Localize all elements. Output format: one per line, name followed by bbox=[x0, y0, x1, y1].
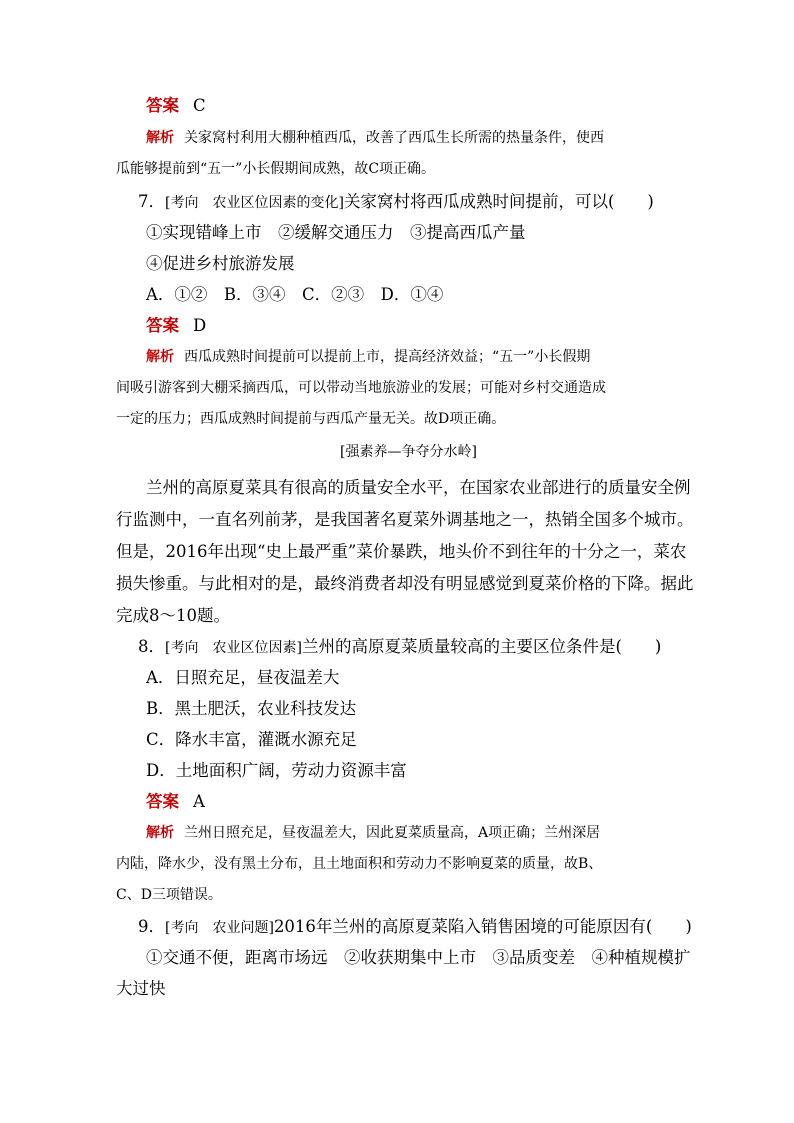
answer-label: 答案 bbox=[146, 96, 179, 115]
question-7-tag: [考向 农业区位因素的变化] bbox=[165, 195, 344, 211]
answer-line-8 bbox=[146, 792, 205, 812]
question-8-option-b: B．黑土肥沃，农业科技发达 bbox=[146, 699, 357, 718]
answer-line-6 bbox=[146, 96, 206, 116]
analysis-line-6-2: 瓜能够提前到“五一”小长假期间成熟，故C项正确。 bbox=[116, 161, 436, 177]
analysis-label: 解析 bbox=[146, 349, 174, 365]
section-title: [强素养—争夺分水岭] bbox=[340, 444, 477, 460]
analysis-line-8-2: 内陆，降水少，没有黑土分布，且土地面积和劳动力不影响夏菜的质量，故B、 bbox=[116, 856, 603, 872]
passage-line-3: 但是，2016年出现“史上最严重”菜价暴跌，地头价不到往年的十分之一，菜农 bbox=[116, 542, 687, 561]
question-7-statements-2: ④促进乡村旅游发展 bbox=[146, 254, 295, 273]
passage-line-5: 完成8～10题。 bbox=[116, 606, 230, 625]
analysis-line-8-1: 解析 兰州日照充足，昼夜温差大，因此夏菜质量高，A项正确；兰州深居 bbox=[146, 825, 601, 841]
analysis-line-8-3: C、D三项错误。 bbox=[116, 887, 222, 903]
answer-label: 答案 bbox=[146, 792, 179, 811]
answer-value: C bbox=[193, 96, 206, 115]
question-9-statements-2: 大过快 bbox=[116, 979, 166, 998]
question-9-stem: 9．[考向 农业问题]2016年兰州的高原夏菜陷入销售困境的可能原因有( ) bbox=[138, 917, 692, 936]
analysis-label: 解析 bbox=[146, 130, 174, 146]
question-8-stem: 8．[考向 农业区位因素]兰州的高原夏菜质量较高的主要区位条件是( ) bbox=[138, 637, 662, 656]
question-7-stem: 7．[考向 农业区位因素的变化]关家窝村将西瓜成熟时间提前，可以( ) bbox=[138, 192, 654, 211]
question-8-tag: [考向 农业区位因素] bbox=[165, 640, 302, 656]
question-9-tag: [考向 农业问题] bbox=[165, 920, 274, 936]
question-8-option-d: D．土地面积广阔，劳动力资源丰富 bbox=[146, 761, 407, 780]
question-7-options: A．①② B．③④ C．②③ D．①④ bbox=[146, 285, 444, 304]
analysis-label: 解析 bbox=[146, 825, 174, 841]
answer-label: 答案 bbox=[146, 316, 179, 335]
answer-value: A bbox=[193, 792, 205, 811]
passage-line-1: 兰州的高原夏菜具有很高的质量安全水平，在国家农业部进行的质量安全例 bbox=[146, 478, 691, 497]
answer-value: D bbox=[193, 316, 207, 335]
question-8-option-a: A．日照充足，昼夜温差大 bbox=[146, 668, 340, 687]
question-9-statements-1: ①交通不便，距离市场远 ②收获期集中上市 ③品质变差 ④种植规模扩 bbox=[146, 948, 691, 967]
analysis-line-6-1: 解析 关家窝村利用大棚种植西瓜，改善了西瓜生长所需的热量条件，使西 bbox=[146, 130, 604, 146]
analysis-line-7-1: 解析 西瓜成熟时间提前可以提前上市，提高经济效益；“五一”小长假期 bbox=[146, 349, 591, 365]
passage-line-2: 行监测中，一直名列前茅，是我国著名夏菜外调基地之一，热销全国多个城市。 bbox=[116, 510, 694, 529]
analysis-line-7-3: 一定的压力；西瓜成熟时间提前与西瓜产量无关。故D项正确。 bbox=[116, 411, 506, 427]
answer-line-7 bbox=[146, 316, 206, 336]
question-8-option-c: C．降水丰富，灌溉水源充足 bbox=[146, 730, 357, 749]
passage-line-4: 损失惨重。与此相对的是，最终消费者却没有明显感觉到夏菜价格的下降。据此 bbox=[116, 574, 694, 593]
analysis-line-7-2: 间吸引游客到大棚采摘西瓜，可以带动当地旅游业的发展；可能对乡村交通造成 bbox=[116, 380, 606, 396]
question-7-statements-1: ①实现错峰上市 ②缓解交通压力 ③提高西瓜产量 bbox=[146, 223, 526, 242]
